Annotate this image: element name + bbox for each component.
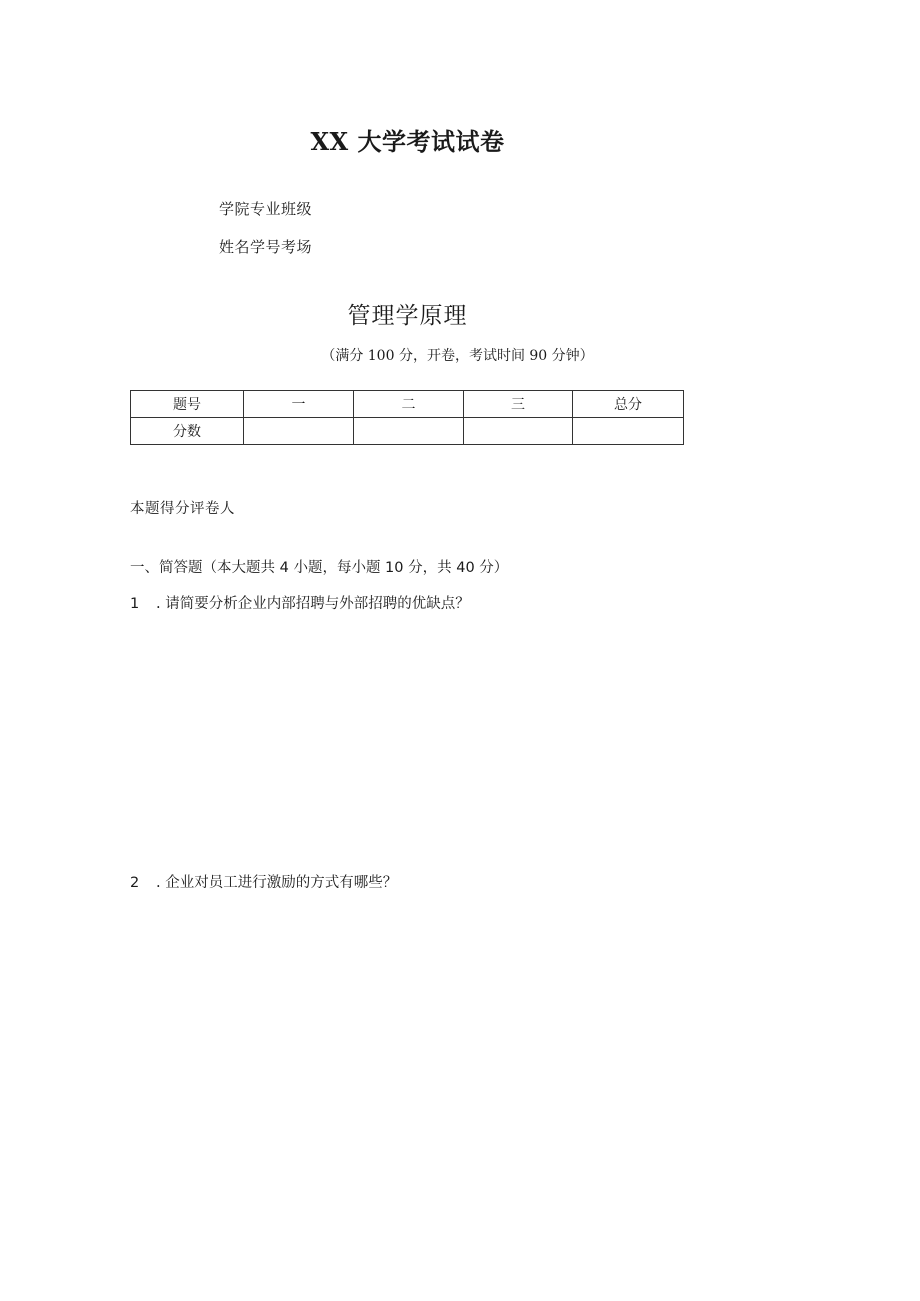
score-cell: [464, 418, 573, 445]
exam-title: XX 大学考试试卷: [310, 127, 505, 156]
course-title: 管理学原理: [347, 303, 468, 329]
score-table-header-cell: 题号: [131, 391, 244, 418]
question-item: [130, 592, 470, 613]
score-table-score-row: [131, 418, 684, 445]
student-info-college-line: 学院专业班级: [219, 200, 313, 218]
score-table-header-cell: 总分: [573, 391, 684, 418]
question-text: . 企业对员工进行激励的方式有哪些？: [156, 875, 398, 891]
question-number: 1: [130, 596, 140, 612]
score-table-header-cell: 一: [244, 391, 354, 418]
question-item: [130, 871, 397, 892]
score-cell: [354, 418, 464, 445]
grader-line: 本题得分评卷人: [130, 501, 235, 517]
question-text: . 请简要分析企业内部招聘与外部招聘的优缺点？: [156, 596, 470, 612]
score-table-header-row: [131, 391, 684, 418]
student-info-name-line: 姓名学号考场: [219, 238, 313, 256]
score-cell: [244, 418, 354, 445]
score-cell: [573, 418, 684, 445]
exam-note: （满分 100 分，开卷，考试时间 90 分钟）: [321, 348, 594, 364]
score-row-label: 分数: [131, 418, 244, 445]
score-table: [130, 390, 684, 445]
question-number: 2: [130, 875, 140, 891]
score-table-header-cell: 三: [464, 391, 573, 418]
section-heading: 一、简答题（本大题共 4 小题，每小题 10 分，共 40 分）: [130, 560, 509, 576]
score-table-header-cell: 二: [354, 391, 464, 418]
